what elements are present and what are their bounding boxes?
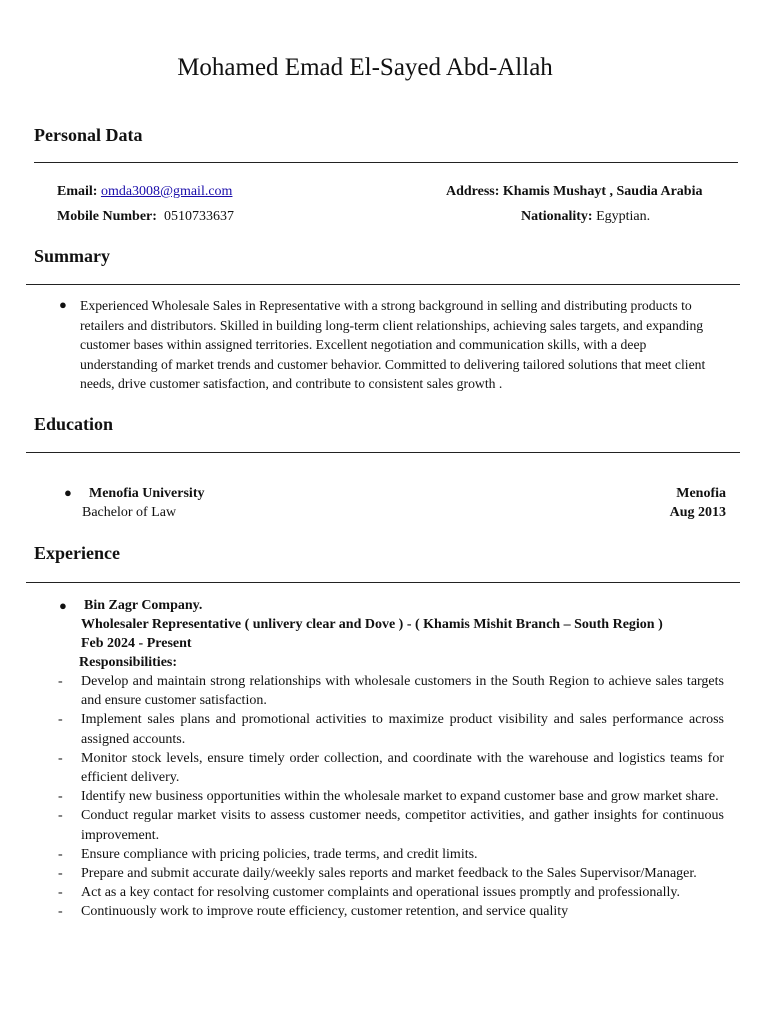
section-divider [34, 162, 738, 163]
nationality-row [521, 207, 650, 226]
education-degree: Bachelor of Law [82, 505, 177, 520]
experience-company: Bin Zagr Company. [84, 598, 203, 613]
mobile-row [57, 207, 234, 226]
section-divider [26, 452, 740, 453]
list-item: - Ensure compliance with pricing policies, trade terms, and credit limits. [56, 845, 724, 864]
list-item: - Act as a key contact for resolving customer complaints and operational issues promptly and professionally. [56, 883, 724, 902]
address-row [446, 182, 702, 201]
dash-icon: - [58, 789, 63, 805]
mobile-value: 0510733637 [163, 209, 234, 224]
responsibilities-label: Responsibilities: [79, 655, 178, 670]
list-item: - Identify new business opportunities within the wholesale market to expand customer base and grow market share. [56, 787, 724, 806]
section-divider [26, 582, 740, 583]
list-item: - Prepare and submit accurate daily/weekly sales reports and market feedback to the Sales Supervisor/Manager. [56, 864, 724, 883]
nationality-label: Nationality: [521, 209, 593, 224]
dash-icon: - [58, 808, 63, 824]
education-date: Aug 2013 [669, 505, 726, 520]
list-item: - Implement sales plans and promotional activities to maximize product visibility and sales performance across assigned accounts. [58, 712, 724, 747]
dash-icon: - [58, 846, 63, 862]
email-row [57, 182, 232, 201]
dash-icon: - [58, 674, 63, 689]
address-value: Khamis Mushayt , Saudia Arabia [502, 184, 703, 199]
candidate-name: Mohamed Emad El-Sayed Abd-Allah [177, 54, 553, 81]
responsibilities-list [56, 672, 724, 922]
section-title-education: Education [34, 414, 114, 434]
section-title-experience: Experience [34, 543, 120, 563]
section-title-personal-data: Personal Data [34, 125, 143, 145]
list-item: - Develop and maintain strong relationships with wholesale customers in the South Region to achieve sales targets and ensure customer satisfaction. [58, 674, 724, 709]
list-item: - Conduct regular market visits to assess customer needs, competitor activities, and gather insights for continuous improvement. [58, 808, 724, 843]
dash-icon: - [58, 712, 63, 728]
email-label: Email: [57, 184, 98, 199]
nationality-value: Egyptian. [596, 209, 651, 224]
education-location: Menofia [676, 486, 726, 501]
education-school: Menofia University [89, 486, 205, 501]
dash-icon: - [58, 866, 63, 882]
dash-icon: - [58, 750, 63, 766]
bullet-icon: ● [59, 297, 67, 312]
dash-icon: - [58, 885, 63, 901]
address-label: Address: [446, 184, 500, 199]
mobile-label: Mobile Number: [57, 209, 157, 224]
email-user: omda3008 [100, 184, 161, 199]
experience-period: Feb 2024 - Present [81, 636, 192, 651]
experience-role: Wholesaler Representative ( unlivery clear and Dove ) - ( Khamis Mishit Branch – South Region ) [81, 617, 663, 632]
email-domain: @gmail.com [160, 184, 233, 199]
dash-icon: - [58, 904, 63, 920]
list-item: - Continuously work to improve route efficiency, customer retention, and service quality [56, 902, 724, 921]
email-link[interactable] [101, 184, 233, 199]
bullet-icon: ● [64, 485, 72, 500]
section-divider [26, 284, 740, 285]
bullet-icon: ● [59, 598, 67, 613]
section-title-summary: Summary [34, 246, 110, 266]
summary-text: Experienced Wholesale Sales in Representative with a strong background in selling and distributing products to retailers and distributors. Skilled in building long-term client relationships, achieving sales targets, and expanding customer bases within assigned territories. Excellent negotiation and communication skills, with a deep understanding of market trends and customer behavior. Committed to delivering tailored solutions that meet client needs, drive customer satisfaction, and contribute to consistent sales growth . [80, 298, 706, 391]
list-item: - Monitor stock levels, ensure timely order collection, and coordinate with the warehouse and logistics teams for efficient delivery. [58, 750, 724, 786]
